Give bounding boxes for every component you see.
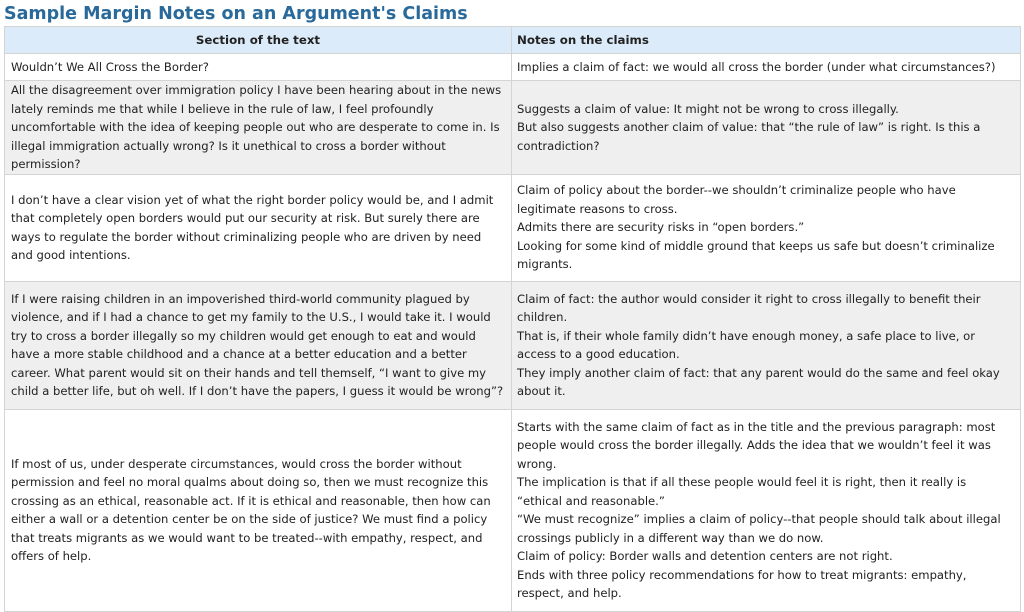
note-line: Looking for some kind of middle ground that keeps us safe but doesn’t criminalize migrants. — [517, 238, 995, 272]
table-header-row — [5, 27, 1021, 54]
notes-cell — [512, 54, 1021, 81]
note-line: They imply another claim of fact: that any parent would do the same and feel okay about it. — [517, 365, 1000, 398]
note-line: Admits there are security risks in “open borders.” — [517, 220, 805, 235]
note-line: “We must recognize” implies a claim of policy--that people should talk about illegal crossings publicly in a different way than we do now. — [517, 512, 1001, 545]
margin-notes-table — [4, 26, 1021, 612]
notes-cell — [512, 174, 1021, 281]
table-row — [5, 409, 1021, 611]
note-line: Suggests a claim of value: It might not be wrong to cross illegally. — [517, 101, 899, 116]
table-row — [5, 174, 1021, 281]
section-cell: I don’t have a clear vision yet of what the right border policy would be, and I admit that completely open borders would put our security at risk. But surely there are ways to regulate the border without criminalizing people who are driven by need and good intentions. — [5, 174, 512, 281]
note-line: Ends with three policy recommendations for how to treat migrants: empathy, respect, and help. — [517, 567, 967, 600]
notes-cell — [512, 409, 1021, 611]
section-cell: Wouldn’t We All Cross the Border? — [5, 54, 512, 81]
table-row — [5, 54, 1021, 81]
section-cell: All the disagreement over immigration policy I have been hearing about in the news lately reminds me that while I believe in the rule of law, I feel profoundly uncomfortable with the idea of keeping people out who are desperate to come in. Is illegal immigration actually wrong? Is it unethical to cross a border without permission? — [5, 81, 512, 175]
note-line: But also suggests another claim of value: that “the rule of law” is right. Is this a contradiction? — [517, 120, 981, 153]
table-row — [5, 281, 1021, 409]
note-line: The implication is that if all these people would feel it is right, then it really is “ethical and reasonable.” — [517, 475, 967, 508]
section-cell: If most of us, under desperate circumstances, would cross the border without permission and feel no moral qualms about doing so, then we must recognize this crossing as an ethical, reasonable act. If it is ethical and reasonable, then how can either a wall or a detention center be on the side of justice? We must find a policy that treats migrants as we would want to be treated--with empathy, respect, and offers of help. — [5, 409, 512, 611]
note-line: Starts with the same claim of fact as in the title and the previous paragraph: most people would cross the border illegally. Adds the idea that we wouldn’t feel it was wrong. — [517, 419, 996, 471]
note-line: That is, if their whole family didn’t have enough money, a safe place to live, or access to a good education. — [517, 328, 975, 361]
notes-cell — [512, 281, 1021, 409]
page-title: Sample Margin Notes on an Argument's Claims — [4, 4, 468, 24]
note-line: Claim of policy: Border walls and detention centers are not right. — [517, 549, 893, 563]
note-line: Implies a claim of fact: we would all cross the border (under what circumstances?) — [517, 59, 996, 74]
note-line: Claim of fact: the author would consider it right to cross illegally to benefit their children. — [517, 291, 981, 324]
column-header-notes: Notes on the claims — [512, 27, 1021, 54]
note-line: Claim of policy about the border--we shouldn’t criminalize people who have legitimate reasons to cross. — [517, 183, 956, 216]
notes-cell — [512, 81, 1021, 175]
table-row — [5, 81, 1021, 175]
column-header-section: Section of the text — [5, 27, 512, 54]
section-cell: If I were raising children in an impoverished third-world community plagued by violence, and if I had a chance to get my family to the U.S., I would take it. I would try to cross a border illegally so my children would get enough to eat and would have a more stable childhood and a chance at a better education and a better career. What parent would sit on their hands and tell themself, “I want to give my child a better life, but oh well. If I don’t have the papers, I guess it would be wrong”? — [5, 281, 512, 409]
